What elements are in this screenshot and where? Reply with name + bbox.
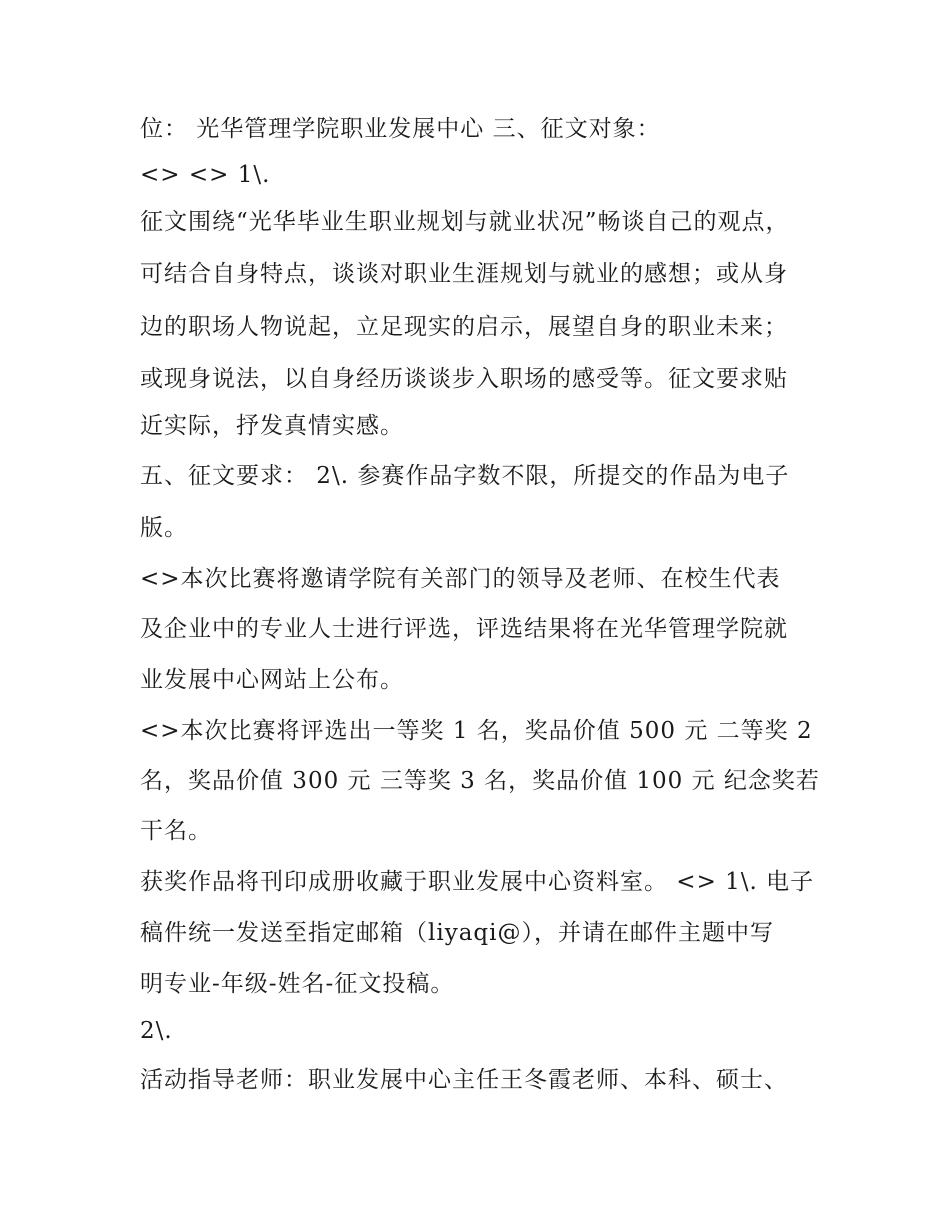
text-line: 征文围绕“光华毕业生职业规划与就业状况”畅谈自己的观点， — [140, 209, 790, 235]
text-line: 边的职场人物说起，立足现实的启示，展望自身的职业未来； — [140, 314, 788, 340]
text-line: <> <> 1\. — [140, 162, 271, 188]
text-line: 业发展中心网站上公布。 — [140, 667, 404, 693]
text-line: 近实际，抒发真情实感。 — [140, 413, 404, 439]
text-line: 可结合自身特点，谈谈对职业生涯规划与就业的感想；或从身 — [140, 261, 788, 287]
text-line: 稿件统一发送至指定邮箱（liyaqi@），并请在邮件主题中写 — [140, 920, 774, 946]
text-line: 明专业-年级-姓名-征文投稿。 — [140, 971, 455, 997]
text-line: 获奖作品将刊印成册收藏于职业发展中心资料室。 <> 1\. 电子 — [140, 869, 815, 895]
text-line: <>本次比赛将邀请学院有关部门的领导及老师、在校生代表 — [140, 566, 781, 592]
text-line: 干名。 — [140, 818, 212, 844]
text-line: 版。 — [140, 515, 188, 541]
text-line: 活动指导老师：职业发展中心主任王冬霞老师、本科、硕士、 — [140, 1067, 788, 1093]
text-line: <>本次比赛将评选出一等奖 1 名，奖品价值 500 元 二等奖 2 — [140, 718, 813, 744]
text-line: 及企业中的专业人士进行评选，评选结果将在光华管理学院就 — [140, 616, 788, 642]
text-line: 名，奖品价值 300 元 三等奖 3 名，奖品价值 100 元 纪念奖若 — [140, 768, 820, 794]
text-line: 或现身说法，以自身经历谈谈步入职场的感受等。征文要求贴 — [140, 366, 788, 392]
text-line: 位： 光华管理学院职业发展中心 三、征文对象： — [140, 116, 661, 142]
text-line: 2\. — [140, 1018, 173, 1044]
text-line: 五、征文要求： 2\. 参赛作品字数不限，所提交的作品为电子 — [140, 463, 790, 489]
